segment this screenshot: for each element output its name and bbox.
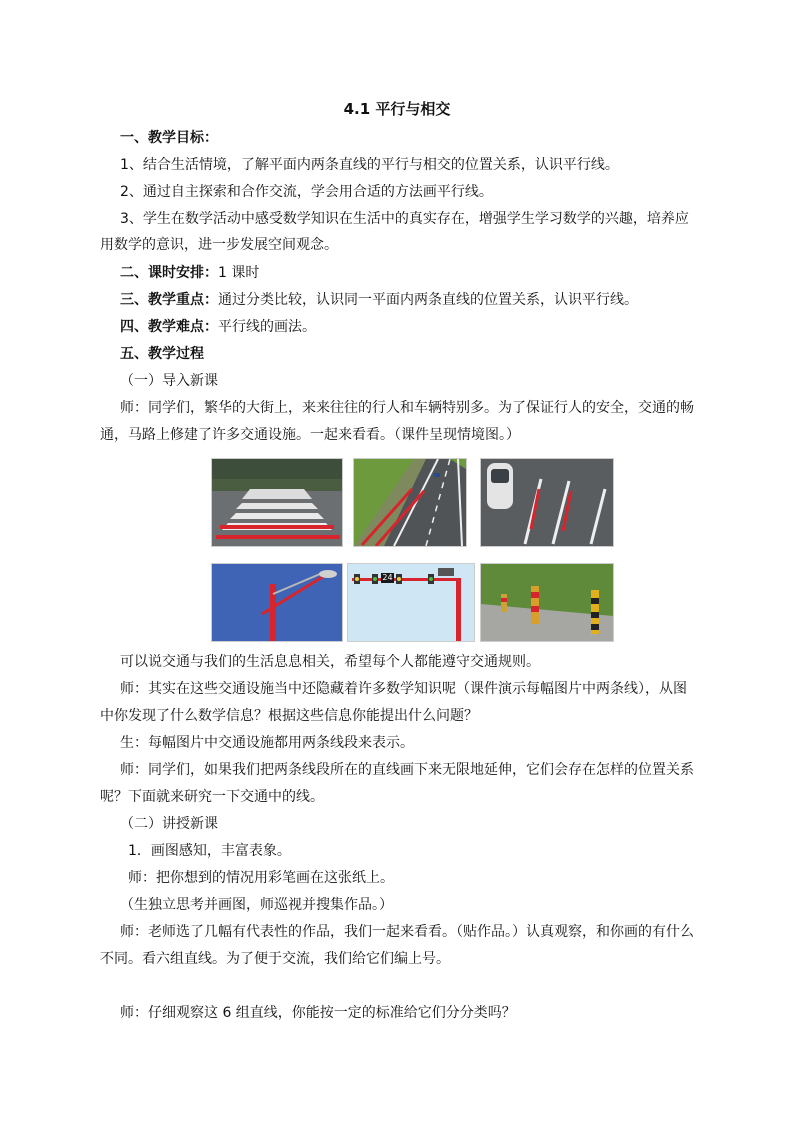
objective-1: 1、结合生活情境，了解平面内两条直线的平行与相交的位置关系，认识平行线。 — [120, 157, 619, 173]
teaching-focus-value: 通过分类比较，认识同一平面内两条直线的位置关系，认识平行线。 — [218, 292, 638, 308]
class-hours-label: 二、课时安排： — [120, 265, 218, 281]
process-heading: 五、教学过程 — [120, 346, 204, 362]
teaching-focus — [120, 290, 700, 310]
part2-heading: （二）讲授新课 — [120, 816, 218, 832]
teaching-difficulty-value: 平行线的画法。 — [218, 319, 316, 335]
paragraph-4: 生：每幅图片中交通设施都用两条线段来表示。 — [120, 735, 414, 751]
crosswalk-photo — [211, 458, 343, 547]
part1-heading: （一）导入新课 — [120, 373, 218, 389]
objective-3-line1: 3、学生在数学活动中感受数学知识在生活中的真实存在，增强学生学习数学的兴趣，培养应 — [120, 211, 689, 227]
objective-2: 2、通过自主探索和合作交流，学会用合适的方法画平行线。 — [120, 184, 493, 200]
objective-3-line2: 用数学的意识，进一步发展空间观念。 — [100, 237, 338, 253]
paragraph-9-line2: 不同。看六组直线。为了便于交流，我们给它们编上号。 — [100, 951, 450, 967]
teaching-difficulty — [120, 317, 700, 337]
paragraph-3-line2: 中你发现了什么数学信息？根据这些信息你能提出什么问题？ — [100, 708, 478, 724]
countdown-sign: 24 — [382, 573, 393, 582]
class-hours — [120, 263, 700, 283]
paragraph-8: （生独立思考并画图，师巡视并搜集作品。） — [120, 897, 393, 913]
page-title: 4.1 平行与相交 — [343, 100, 451, 118]
parking-photo — [480, 458, 614, 547]
paragraph-3-line1: 师：其实在这些交通设施当中还隐藏着许多数学知识呢（课件演示每幅图片中两条线），从图 — [120, 681, 687, 697]
street-lamp-photo — [211, 563, 343, 642]
paragraph-1-line1: 师：同学们，繁华的大街上，来来往往的行人和车辆特别多。为了保证行人的安全，交通的畅 — [120, 400, 694, 416]
paragraph-9-line1: 师：老师选了几幅有代表性的作品，我们一起来看看。（贴作品。）认真观察，和你画的有什么 — [120, 924, 694, 940]
paragraph-7: 师：把你想到的情况用彩笔画在这张纸上。 — [128, 870, 394, 886]
objectives-heading: 一、教学目标： — [120, 130, 218, 146]
paragraph-10: 师：仔细观察这 6 组直线，你能按一定的标准给它们分分类吗？ — [120, 1005, 516, 1021]
teaching-focus-label: 三、教学重点： — [120, 292, 218, 308]
bollards-photo — [480, 563, 614, 642]
paragraph-5-line1: 师：同学们，如果我们把两条线段所在的直线画下来无限地延伸，它们会存在怎样的位置关系 — [120, 762, 694, 778]
highway-photo — [353, 458, 467, 547]
traffic-light-photo — [347, 563, 475, 642]
paragraph-2: 可以说交通与我们的生活息息相关，希望每个人都能遵守交通规则。 — [120, 654, 540, 670]
paragraph-5-line2: 呢？下面就来研究一下交通中的线。 — [100, 789, 324, 805]
paragraph-6: 1．画图感知，丰富表象。 — [128, 843, 291, 859]
teaching-difficulty-label: 四、教学难点： — [120, 319, 218, 335]
paragraph-1-line2: 通，马路上修建了许多交通设施。一起来看看。（课件呈现情境图。） — [100, 427, 520, 443]
class-hours-value: 1 课时 — [218, 265, 260, 281]
